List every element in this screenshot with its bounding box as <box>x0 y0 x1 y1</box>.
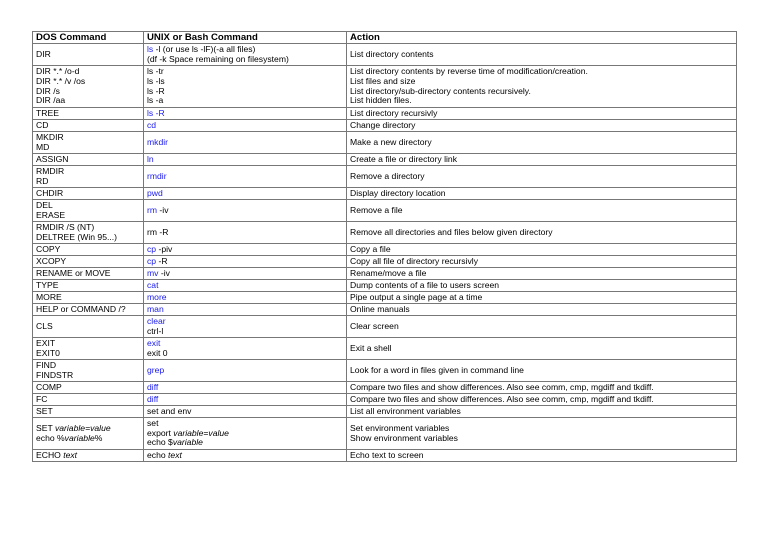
cell-line <box>147 269 343 279</box>
command-link[interactable]: cd <box>147 119 157 130</box>
cell-text: TYPE <box>36 279 59 290</box>
table-row <box>33 66 737 108</box>
cell-text: variable <box>54 422 86 433</box>
cell-text: = <box>203 427 209 438</box>
cell-text: set <box>147 418 159 429</box>
cell-line <box>36 322 140 332</box>
cell-text: text <box>168 449 182 460</box>
unix-command-cell <box>144 166 347 188</box>
dos-command-cell <box>33 338 144 360</box>
action-cell <box>347 360 737 382</box>
unix-command-cell <box>144 120 347 132</box>
cell-line <box>147 172 343 182</box>
cell-text: MD <box>36 141 50 152</box>
table-row <box>33 394 737 406</box>
cell-line <box>36 211 140 221</box>
cell-line <box>147 438 343 448</box>
cell-text: FINDSTR <box>36 369 74 380</box>
cell-line <box>36 281 140 291</box>
cell-text: HELP or COMMAND /? <box>36 303 126 314</box>
cell-line <box>350 189 733 199</box>
header-unix: UNIX or Bash Command <box>144 32 347 44</box>
command-link[interactable]: ln <box>147 153 154 164</box>
cell-line <box>147 395 343 405</box>
cell-text: -R <box>156 255 168 266</box>
command-link[interactable]: cp <box>147 255 157 266</box>
action-cell <box>347 66 737 108</box>
cell-text: FIND <box>36 359 57 370</box>
cell-line <box>350 138 733 148</box>
cell-text: Set environment variables <box>350 422 450 433</box>
cell-text: Change directory <box>350 119 416 130</box>
cell-line <box>147 366 343 376</box>
cell-text: List directory contents <box>350 48 434 59</box>
cell-text: COMP <box>36 381 62 392</box>
cell-text: variable <box>173 427 204 438</box>
unix-command-cell <box>144 338 347 360</box>
cell-text: RMDIR /S (NT) <box>36 221 95 232</box>
cell-line <box>147 349 343 359</box>
action-cell <box>347 166 737 188</box>
cell-line <box>36 133 140 143</box>
cell-text: DIR *.* /v /os <box>36 75 86 86</box>
command-link[interactable]: cat <box>147 279 159 290</box>
unix-command-cell <box>144 418 347 450</box>
command-link[interactable]: cp <box>147 243 157 254</box>
cell-text: Dump contents of a file to users screen <box>350 279 500 290</box>
unix-command-cell <box>144 154 347 166</box>
dos-command-cell <box>33 360 144 382</box>
command-link[interactable]: mkdir <box>147 136 169 147</box>
cell-text: List hidden files. <box>350 95 412 106</box>
cell-line <box>36 143 140 153</box>
cell-line <box>147 317 343 327</box>
cell-text: DEL <box>36 199 53 210</box>
table-row <box>33 154 737 166</box>
cell-text: (df -k Space remaining on filesystem) <box>147 53 289 64</box>
cell-text: exit 0 <box>147 347 168 358</box>
table-row <box>33 120 737 132</box>
cell-text: COPY <box>36 243 61 254</box>
action-cell <box>347 418 737 450</box>
command-link[interactable]: more <box>147 291 167 302</box>
cell-text: set and env <box>147 405 192 416</box>
cell-line <box>36 121 140 131</box>
dos-command-cell <box>33 406 144 418</box>
cell-line <box>36 155 140 165</box>
cell-line <box>147 327 343 337</box>
table-row <box>33 108 737 120</box>
cell-text: RENAME or MOVE <box>36 267 111 278</box>
cell-line <box>147 451 343 461</box>
table-row <box>33 304 737 316</box>
cell-line <box>36 257 140 267</box>
dos-command-cell <box>33 418 144 450</box>
table-row <box>33 222 737 244</box>
action-cell <box>347 222 737 244</box>
cell-text: ls -tr <box>147 66 164 77</box>
table-row <box>33 316 737 338</box>
cell-line <box>36 245 140 255</box>
cell-line <box>147 257 343 267</box>
unix-command-cell <box>144 66 347 108</box>
cell-line <box>147 305 343 315</box>
dos-command-cell <box>33 382 144 394</box>
action-cell <box>347 120 737 132</box>
table-row <box>33 292 737 304</box>
table-row <box>33 244 737 256</box>
dos-unix-command-table <box>32 31 737 462</box>
table-row <box>33 132 737 154</box>
cell-text: FC <box>36 393 48 404</box>
action-cell <box>347 44 737 66</box>
dos-command-cell <box>33 222 144 244</box>
cell-text: DELTREE (Win 95...) <box>36 231 118 242</box>
cell-line <box>147 121 343 131</box>
cell-text: Show environment variables <box>350 432 458 443</box>
cell-line <box>147 96 343 106</box>
unix-command-cell <box>144 132 347 154</box>
table-row <box>33 418 737 450</box>
cell-line <box>350 407 733 417</box>
cell-line <box>147 383 343 393</box>
action-cell <box>347 292 737 304</box>
cell-line <box>147 281 343 291</box>
cell-line <box>36 269 140 279</box>
dos-command-cell <box>33 280 144 292</box>
cell-line <box>350 206 733 216</box>
dos-command-cell <box>33 200 144 222</box>
table-row <box>33 360 737 382</box>
action-cell <box>347 280 737 292</box>
cell-line <box>350 451 733 461</box>
action-cell <box>347 316 737 338</box>
action-cell <box>347 406 737 418</box>
command-link[interactable]: clear <box>147 315 166 326</box>
command-link[interactable]: diff <box>147 381 159 392</box>
dos-command-cell <box>33 394 144 406</box>
cell-text: Look for a word in files given in command line <box>350 364 524 375</box>
unix-command-cell <box>144 394 347 406</box>
unix-command-cell <box>144 108 347 120</box>
cell-text: XCOPY <box>36 255 67 266</box>
table-row <box>33 406 737 418</box>
command-link[interactable]: diff <box>147 393 159 404</box>
command-link[interactable]: ls -R <box>147 107 165 118</box>
cell-line <box>350 50 733 60</box>
cell-text: CD <box>36 119 49 130</box>
table-row <box>33 280 737 292</box>
cell-line <box>350 322 733 332</box>
cell-line <box>350 293 733 303</box>
cell-text: List directory contents by reverse time of modification/creation. <box>350 66 588 77</box>
dos-command-cell <box>33 188 144 200</box>
cell-line <box>147 109 343 119</box>
unix-command-cell <box>144 244 347 256</box>
cell-text: DIR <box>36 48 51 59</box>
cell-text: Remove a directory <box>350 170 425 181</box>
cell-line <box>147 87 343 97</box>
cell-text: SET <box>36 405 53 416</box>
cell-text: Create a file or directory link <box>350 153 457 164</box>
table-row <box>33 200 737 222</box>
cell-text: Compare two files and show differences. Also see comm, cmp, mgdiff and tkdiff. <box>350 381 654 392</box>
cell-text: =value <box>85 422 111 433</box>
cell-text: rm -R <box>147 226 169 237</box>
unix-command-cell <box>144 450 347 462</box>
cell-line <box>147 206 343 216</box>
table-header-row <box>33 32 737 44</box>
cell-text: TREE <box>36 107 59 118</box>
cell-text: variable <box>172 437 203 448</box>
unix-command-cell <box>144 200 347 222</box>
unix-command-cell <box>144 256 347 268</box>
cell-text: ls -R <box>147 85 165 96</box>
cell-line <box>147 67 343 77</box>
cell-text: ls -ls <box>147 75 165 86</box>
cell-text: Pipe output a single page at a time <box>350 291 483 302</box>
cell-text: ERASE <box>36 209 66 220</box>
command-link[interactable]: ls <box>147 43 154 54</box>
cell-line <box>36 305 140 315</box>
table-row <box>33 44 737 66</box>
cell-line <box>36 167 140 177</box>
cell-text: Rename/move a file <box>350 267 427 278</box>
cell-line <box>36 395 140 405</box>
command-link[interactable]: exit <box>147 337 161 348</box>
cell-text: -l (or use ls -lF)(-a all files) <box>153 43 256 54</box>
dos-command-cell <box>33 108 144 120</box>
cell-line <box>147 293 343 303</box>
command-link[interactable]: rm <box>147 204 158 215</box>
action-cell <box>347 256 737 268</box>
cell-line <box>350 121 733 131</box>
cell-line <box>350 281 733 291</box>
table-body <box>33 44 737 462</box>
table-row <box>33 268 737 280</box>
cell-text: Copy a file <box>350 243 391 254</box>
action-cell <box>347 200 737 222</box>
dos-command-cell <box>33 304 144 316</box>
dos-command-cell <box>33 316 144 338</box>
dos-command-cell <box>33 292 144 304</box>
cell-text: List files and size <box>350 75 416 86</box>
cell-text: Remove a file <box>350 204 403 215</box>
action-cell <box>347 132 737 154</box>
cell-line <box>350 395 733 405</box>
header-action: Action <box>347 32 737 44</box>
dos-command-cell <box>33 268 144 280</box>
cell-text: ECHO <box>36 449 64 460</box>
cell-line <box>147 407 343 417</box>
action-cell <box>347 304 737 316</box>
cell-text: -piv <box>156 243 173 254</box>
command-link[interactable]: mv <box>147 267 159 278</box>
action-cell <box>347 338 737 360</box>
cell-text: Copy all file of directory recursivly <box>350 255 478 266</box>
cell-line <box>147 138 343 148</box>
action-cell <box>347 394 737 406</box>
unix-command-cell <box>144 316 347 338</box>
cell-line <box>350 366 733 376</box>
unix-command-cell <box>144 188 347 200</box>
cell-text: value <box>208 427 229 438</box>
command-link[interactable]: rmdir <box>147 170 167 181</box>
action-cell <box>347 108 737 120</box>
action-cell <box>347 154 737 166</box>
cell-text: ASSIGN <box>36 153 69 164</box>
unix-command-cell <box>144 382 347 394</box>
cell-text: Make a new directory <box>350 136 432 147</box>
dos-command-cell <box>33 120 144 132</box>
action-cell <box>347 268 737 280</box>
dos-command-cell <box>33 66 144 108</box>
cell-text: MKDIR <box>36 131 64 142</box>
cell-text: RMDIR <box>36 165 65 176</box>
cell-text: export <box>147 427 174 438</box>
cell-line <box>147 155 343 165</box>
cell-line <box>350 257 733 267</box>
cell-text: List directory/sub-directory contents recursively. <box>350 85 531 96</box>
cell-text: Remove all directories and files below given directory <box>350 226 553 237</box>
unix-command-cell <box>144 44 347 66</box>
cell-text: text <box>63 449 78 460</box>
cell-line <box>147 77 343 87</box>
cell-line <box>147 189 343 199</box>
cell-text: EXIT <box>36 337 56 348</box>
dos-command-cell <box>33 450 144 462</box>
table-row <box>33 188 737 200</box>
cell-text: DIR *.* /o-d <box>36 66 80 77</box>
cell-line <box>36 407 140 417</box>
cell-text: Clear screen <box>350 320 399 331</box>
action-cell <box>347 244 737 256</box>
cell-line <box>36 293 140 303</box>
cell-line <box>36 371 140 381</box>
table-row <box>33 382 737 394</box>
cell-line <box>350 109 733 119</box>
cell-text: DIR /s <box>36 85 60 96</box>
cell-line <box>36 434 140 444</box>
cell-text: MORE <box>36 291 62 302</box>
cell-text: echo <box>147 449 169 460</box>
cell-text: Display directory location <box>350 187 446 198</box>
cell-text: variable <box>64 432 95 443</box>
action-cell <box>347 382 737 394</box>
cell-line <box>36 451 140 461</box>
dos-command-cell <box>33 166 144 188</box>
cell-text: ctrl-l <box>147 325 164 336</box>
command-link[interactable]: grep <box>147 364 165 375</box>
dos-command-cell <box>33 244 144 256</box>
cell-text: SET <box>36 422 55 433</box>
cell-line <box>147 245 343 255</box>
table-row <box>33 256 737 268</box>
cell-line <box>36 233 140 243</box>
table-row <box>33 450 737 462</box>
cell-text: List all environment variables <box>350 405 461 416</box>
cell-line <box>36 96 140 106</box>
cell-text: DIR /aa <box>36 95 66 106</box>
unix-command-cell <box>144 222 347 244</box>
command-link[interactable]: man <box>147 303 164 314</box>
action-cell <box>347 450 737 462</box>
cell-text: Exit a shell <box>350 342 392 353</box>
cell-line <box>147 339 343 349</box>
cell-line <box>36 383 140 393</box>
header-dos: DOS Command <box>33 32 144 44</box>
cell-line <box>350 305 733 315</box>
cell-line <box>36 349 140 359</box>
cell-text: Echo text to screen <box>350 449 424 460</box>
cell-text: Compare two files and show differences. Also see comm, cmp, mgdiff and tkdiff. <box>350 393 654 404</box>
cell-line <box>350 383 733 393</box>
cell-text: Online manuals <box>350 303 410 314</box>
cell-text: -iv <box>157 204 169 215</box>
command-link[interactable]: pwd <box>147 187 163 198</box>
cell-line <box>350 344 733 354</box>
table-row <box>33 338 737 360</box>
cell-line <box>36 109 140 119</box>
dos-command-cell <box>33 256 144 268</box>
cell-line <box>36 189 140 199</box>
cell-line <box>350 96 733 106</box>
unix-command-cell <box>144 304 347 316</box>
dos-command-cell <box>33 154 144 166</box>
cell-line <box>147 228 343 238</box>
cell-text: ls -a <box>147 95 164 106</box>
cell-text: CLS <box>36 320 53 331</box>
cell-line <box>36 50 140 60</box>
unix-command-cell <box>144 360 347 382</box>
cell-text: EXIT0 <box>36 347 60 358</box>
unix-command-cell <box>144 292 347 304</box>
dos-command-cell <box>33 44 144 66</box>
cell-text: % <box>94 432 103 443</box>
cell-line <box>36 177 140 187</box>
cell-text: echo $ <box>147 437 173 448</box>
unix-command-cell <box>144 268 347 280</box>
cell-line <box>147 55 343 65</box>
cell-line <box>350 228 733 238</box>
cell-line <box>350 172 733 182</box>
cell-text: List directory recursivly <box>350 107 438 118</box>
dos-command-cell <box>33 132 144 154</box>
cell-text: CHDIR <box>36 187 64 198</box>
cell-line <box>350 245 733 255</box>
unix-command-cell <box>144 280 347 292</box>
cell-text: RD <box>36 175 49 186</box>
cell-line <box>350 434 733 444</box>
cell-text: -iv <box>158 267 170 278</box>
cell-line <box>350 155 733 165</box>
table-row <box>33 166 737 188</box>
unix-command-cell <box>144 406 347 418</box>
cell-line <box>350 269 733 279</box>
cell-text: echo % <box>36 432 65 443</box>
action-cell <box>347 188 737 200</box>
